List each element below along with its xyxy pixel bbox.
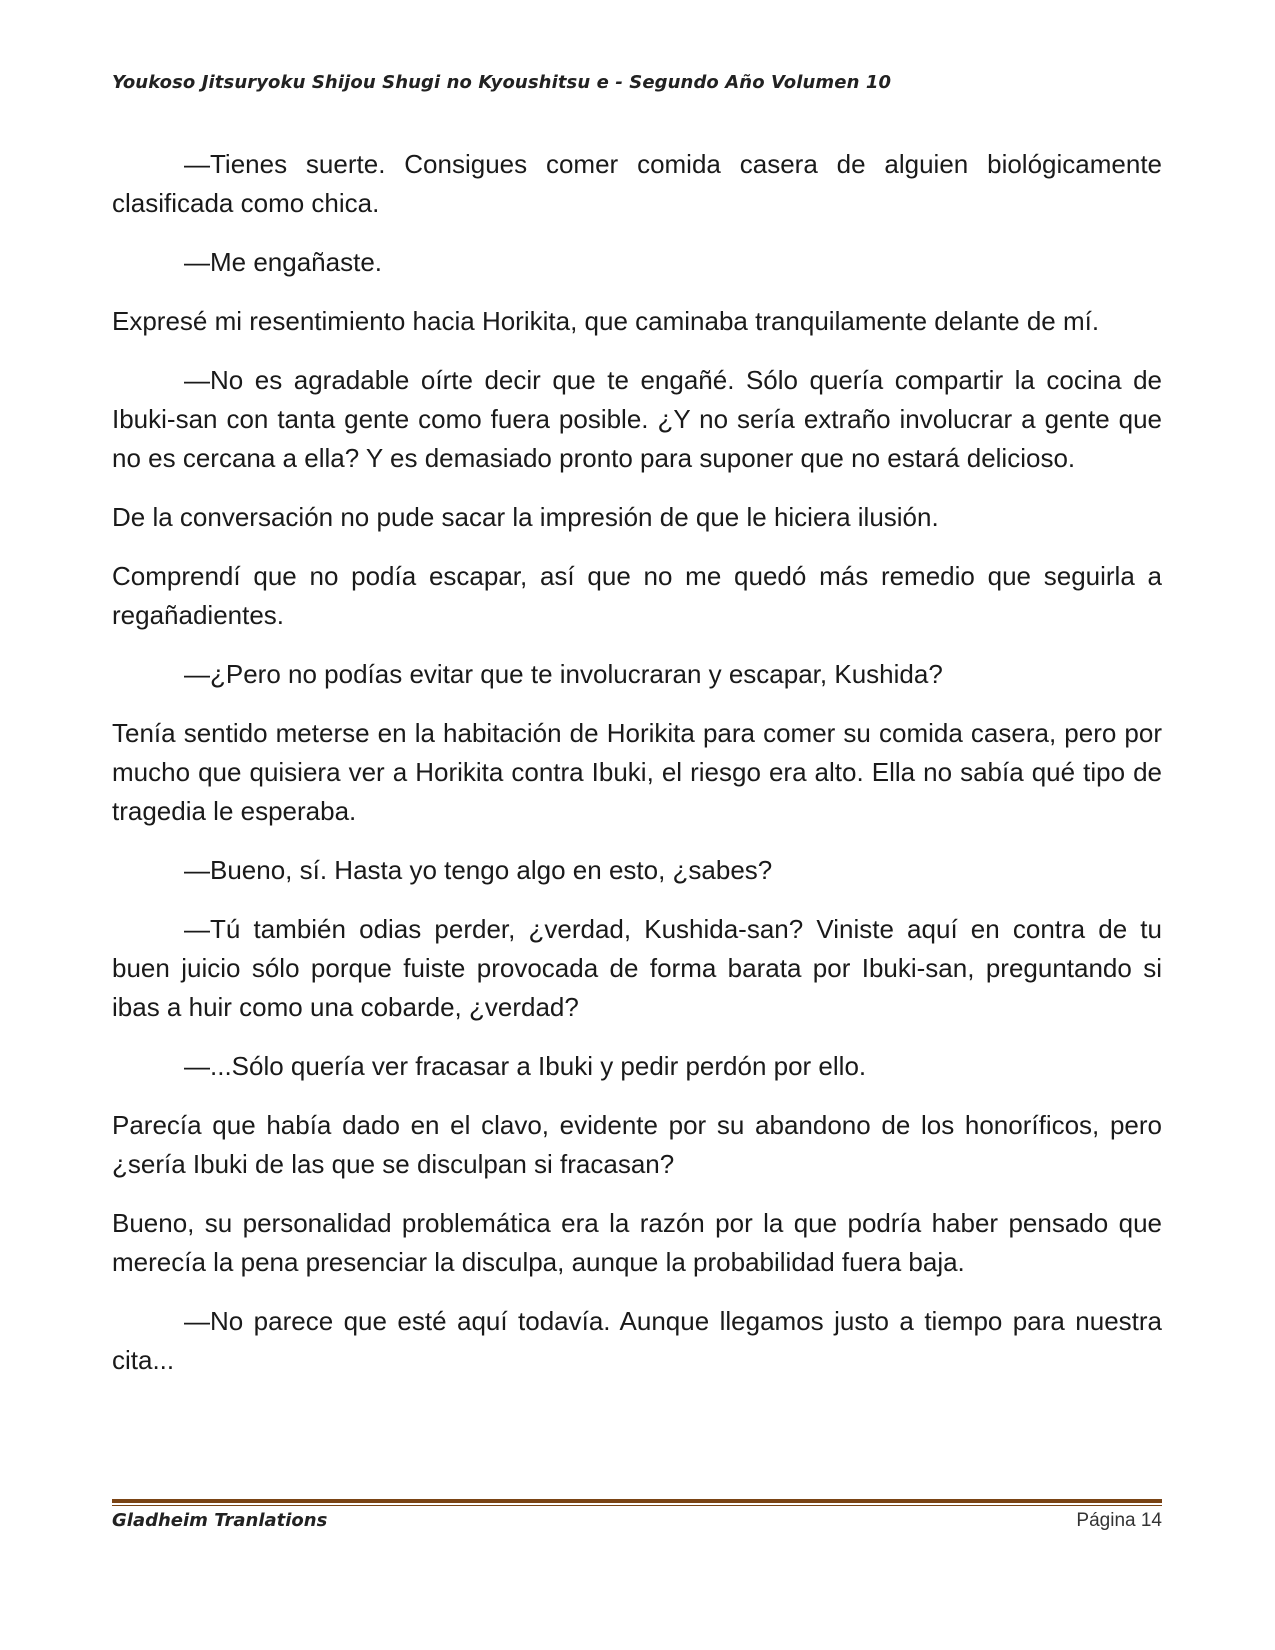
footer-credit: Gladheim Tranlations [112,1510,328,1531]
paragraph: De la conversación no pude sacar la impresión de que le hiciera ilusión. [112,502,939,532]
paragraph: Bueno, su personalidad problemática era la razón por la que podría haber pensado que merecía la pena presenciar la disculpa, aunque la probabilidad fuera baja. [112,1208,1162,1277]
page-number: Página 14 [1076,1510,1162,1531]
paragraph: Parecía que había dado en el clavo, evidente por su abandono de los honoríficos, pero ¿sería Ibuki de las que se disculpan si fracasan? [112,1110,1162,1179]
footer-divider [112,1499,1162,1506]
footer-divider-thin [112,1505,1162,1506]
paragraph: —Tienes suerte. Consigues comer comida casera de alguien biológicamente clasificada como chica. [112,149,1162,218]
paragraph: Tenía sentido meterse en la habitación de Horikita para comer su comida casera, pero por mucho que quisiera ver a Horikita contra Ibuki, el riesgo era alto. Ella no sabía qué tipo de tragedia le esperaba. [112,718,1162,826]
footer-divider-thick [112,1499,1162,1503]
paragraph: —Me engañaste. [184,247,383,277]
page-body [112,145,1162,1400]
paragraph: Comprendí que no podía escapar, así que no me quedó más remedio que seguirla a regañadientes. [112,561,1162,630]
paragraph: —Tú también odias perder, ¿verdad, Kushida-san? Viniste aquí en contra de tu buen juicio sólo porque fuiste provocada de forma barata por Ibuki-san, preguntando si ibas a huir como una cobarde, ¿verdad? [112,914,1162,1022]
paragraph: Expresé mi resentimiento hacia Horikita, que caminaba tranquilamente delante de mí. [112,306,1100,336]
running-header: Youkoso Jitsuryoku Shijou Shugi no Kyoushitsu e - Segundo Año Volumen 10 [112,72,892,93]
paragraph: —No es agradable oírte decir que te engañé. Sólo quería compartir la cocina de Ibuki-san con tanta gente como fuera posible. ¿Y no sería extraño involucrar a gente que no es cercana a ella? Y es demasiado pronto para suponer que no estará delicioso. [112,365,1162,473]
paragraph: —...Sólo quería ver fracasar a Ibuki y pedir perdón por ello. [184,1051,867,1081]
paragraph: —No parece que esté aquí todavía. Aunque llegamos justo a tiempo para nuestra cita... [112,1306,1162,1375]
paragraph: —Bueno, sí. Hasta yo tengo algo en esto, ¿sabes? [184,855,773,885]
paragraph: —¿Pero no podías evitar que te involucraran y escapar, Kushida? [184,659,943,689]
